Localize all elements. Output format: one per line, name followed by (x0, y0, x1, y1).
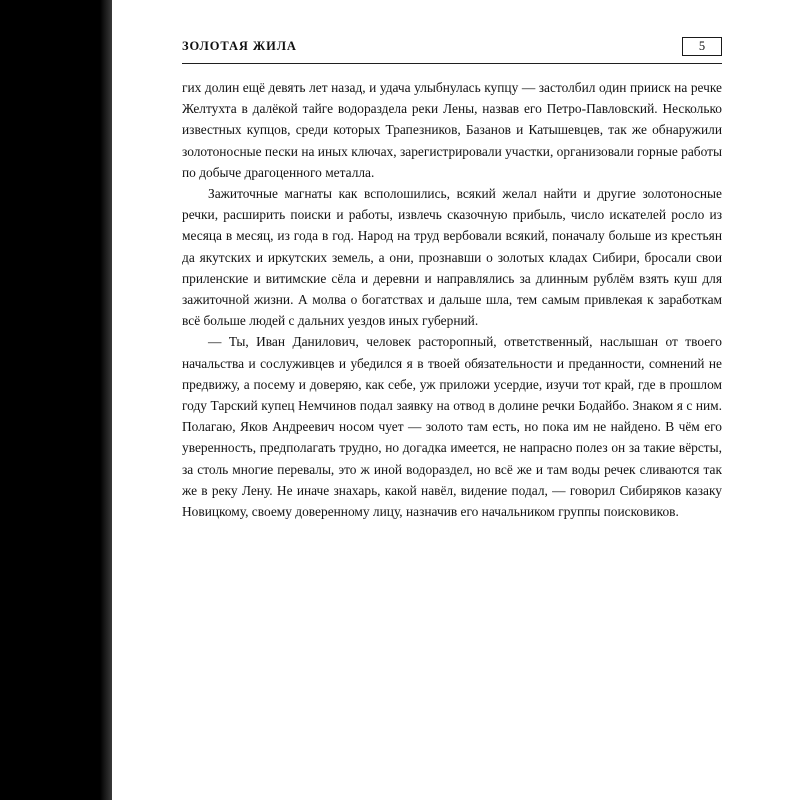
running-head (182, 30, 722, 56)
paragraph-2: Зажиточные магнаты как всполошились, всякий желал найти и другие золотоносные речки, расширить поиски и работы, извлечь сказочную прибыль, число искателей росло из месяца в месяц, из года в год. Народ на труд вербовали всякий, поначалу больше из крестьян да якутских и иркутских земель, а они, прознавши о золотых кладах Сибири, бросали свои приленские и витимские сёла и деревни и направлялись за длинным рублём взять куш для зажиточной жизни. А молва о богатствах и дальше шла, тем самым привлекая к заработкам всё больше людей с дальних уездов иных губерний. (182, 186, 722, 329)
page-right-edge (796, 0, 800, 800)
page-number-box (682, 37, 722, 56)
page-number: 5 (698, 39, 706, 53)
page-content (182, 30, 722, 522)
running-head-title: ЗОЛОТАЯ ЖИЛА (182, 39, 297, 53)
body-text (182, 77, 722, 522)
header-rule (182, 63, 722, 64)
paragraph-1: гих долин ещё девять лет назад, и удача улыбнулась купцу — застолбил один прииск на речке Желтухта в далёкой тайге водораздела реки Лены, назвав его Петро-Павловский. Несколько известных купцов, среди которых Трапезников, Базанов и Катышевцев, так же обнаружили золотоносные пески на иных ключах, зарегистрировали участки, организовали горные работы по добыче драгоценного металла. (182, 80, 722, 180)
paragraph-3: — Ты, Иван Данилович, человек расторопный, ответственный, наслышан от твоего начальства и сослуживцев и убедился я в твоей обязательности и преданности, сомнений не предвижу, а посему и доверяю, как себе, уж приложи усердие, изучи тот край, где в прошлом году Тарский купец Немчинов подал заявку на отвод в долине речки Бодайбо. Знаком я с ним. Полагаю, Яков Андреевич носом чует — золото там есть, но пока им не найдено. В чём его уверенность, предполагать трудно, но догадка имеется, не напрасно полез он за такие вёрсты, за столь многие перевалы, это ж иной водораздел, но всё же и там воды речек сливаются так же в реку Лену. Не иначе знахарь, какой навёл, видение подал, — говорил Сибиряков казаку Новицкому, своему доверенному лицу, назначив его начальником группы поисковиков. (182, 334, 722, 520)
page-gutter-shadow (100, 0, 112, 800)
book-page (112, 0, 800, 800)
